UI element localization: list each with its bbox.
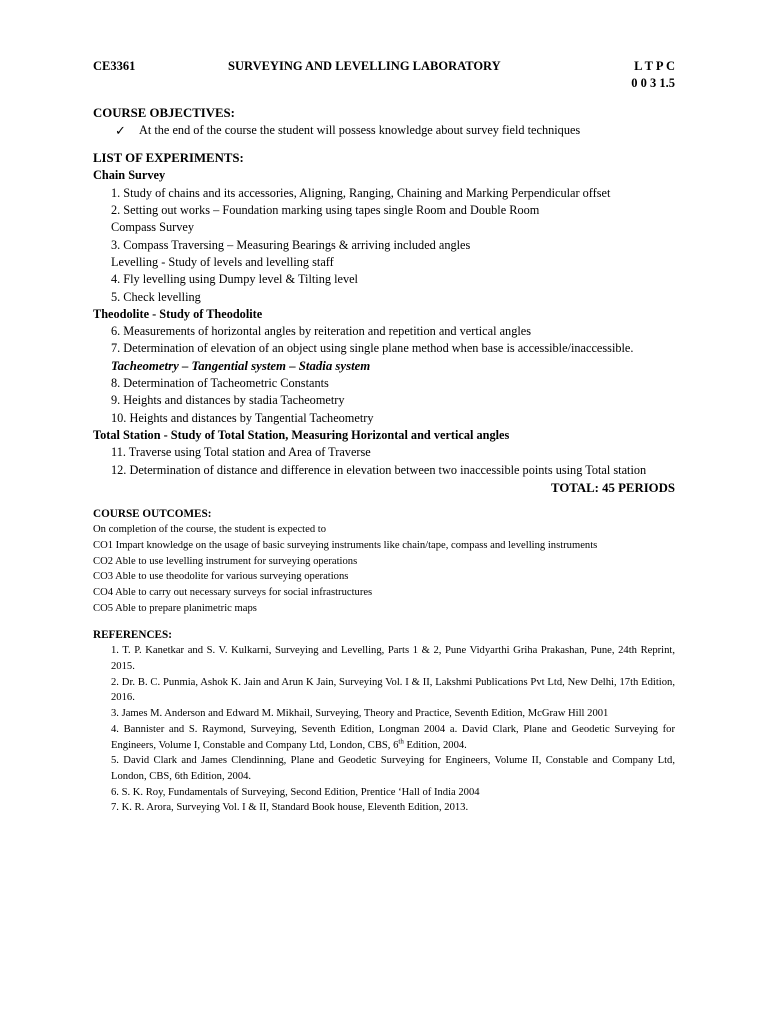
experiment-6: 6. Measurements of horizontal angles by reiteration and repetition and vertical angles <box>111 324 531 339</box>
objective-text: At the end of the course the student will possess knowledge about survey field techniques <box>139 122 581 137</box>
outcome-co2: CO2 Able to use levelling instrument for surveying operations <box>93 555 358 567</box>
references-heading: REFERENCES: <box>93 629 172 642</box>
objective-item <box>93 122 675 139</box>
experiment-8: 8. Determination of Tacheometric Constants <box>111 376 329 391</box>
outcome-co4: CO4 Able to carry out necessary surveys for social infrastructures <box>93 586 373 598</box>
reference-2: 2. Dr. B. C. Punmia, Ashok K. Jain and Arun K Jain, Surveying Vol. I & II, Lakshmi Publications Pvt Ltd, New Delhi, 17th Edition, 2016. <box>111 676 675 704</box>
reference-6: 6. S. K. Roy, Fundamentals of Surveying, Second Edition, Prentice ‘Hall of India 2004 <box>111 786 480 798</box>
reference-1: 1. T. P. Kanetkar and S. V. Kulkarni, Surveying and Levelling, Parts 1 & 2, Pune Vidyarthi Griha Prakashan, Pune, 24th Reprint, 2015. <box>111 645 675 673</box>
chain-survey-heading: Chain Survey <box>93 168 166 183</box>
experiment-12: 12. Determination of distance and difference in elevation between two inaccessible points using Total station <box>111 462 647 477</box>
outcomes-heading: COURSE OUTCOMES: <box>93 508 212 521</box>
experiment-2: 2. Setting out works – Foundation marking using tapes single Room and Double Room <box>111 203 540 218</box>
compass-survey-heading: Compass Survey <box>111 220 195 235</box>
outcome-co1: CO1 Impart knowledge on the usage of basic surveying instruments like chain/tape, compass and levelling instruments <box>93 539 598 551</box>
experiment-3: 3. Compass Traversing – Measuring Bearings & arriving included angles <box>111 237 471 252</box>
ltpc-label: L T P C <box>634 59 675 73</box>
ltpc-values: 0 0 3 1.5 <box>631 76 675 91</box>
reference-7: 7. K. R. Arora, Surveying Vol. I & II, Standard Book house, Eleventh Edition, 2013. <box>111 802 469 814</box>
reference-5: 5. David Clark and James Clendinning, Plane and Geodetic Surveying for Engineers, Volume II, Constable and Company Ltd, London, CBS, 6th Edition, 2004. <box>111 755 675 782</box>
reference-4 <box>93 722 675 753</box>
experiment-4: 4. Fly levelling using Dumpy level & Tilting level <box>111 272 358 287</box>
objectives-heading: COURSE OBJECTIVES: <box>93 105 235 120</box>
experiment-10: 10. Heights and distances by Tangential Tacheometry <box>111 410 374 425</box>
theodolite-heading: Theodolite - Study of Theodolite <box>93 306 263 321</box>
total-station-heading: Total Station - Study of Total Station, Measuring Horizontal and vertical angles <box>93 427 510 442</box>
reference-4-tail: Edition, 2004. <box>403 739 467 751</box>
checkmark-icon: ✓ <box>115 122 126 138</box>
outcome-co3: CO3 Able to use theodolite for various surveying operations <box>93 571 349 583</box>
course-header <box>93 58 675 75</box>
tacheometry-heading: Tacheometry – Tangential system – Stadia system <box>111 358 371 373</box>
levelling-heading: Levelling - Study of levels and levelling staff <box>111 254 334 269</box>
experiment-1: 1. Study of chains and its accessories, Aligning, Ranging, Chaining and Marking Perpendicular offset <box>111 185 611 200</box>
outcomes-intro: On completion of the course, the student is expected to <box>93 524 327 536</box>
reference-4-text: 4. Bannister and S. Raymond, Surveying, Seventh Edition, Longman 2004 a. David Clark, Plane and Geodetic Surveying for Engineers, Volume I, Constable and Company Ltd, London, CBS, 6 <box>111 723 675 751</box>
outcomes-section <box>93 507 675 816</box>
experiment-5: 5. Check levelling <box>111 289 201 304</box>
experiment-7: 7. Determination of elevation of an object using single plane method when base is accessible/inaccessible. <box>111 341 634 356</box>
experiments-heading: LIST OF EXPERIMENTS: <box>93 151 244 166</box>
outcome-co5: CO5 Able to prepare planimetric maps <box>93 602 257 614</box>
course-title: SURVEYING AND LEVELLING LABORATORY <box>228 59 501 73</box>
page-content <box>93 58 675 816</box>
course-code: CE3361 <box>93 59 136 73</box>
reference-3: 3. James M. Anderson and Edward M. Mikhail, Surveying, Theory and Practice, Seventh Edition, McGraw Hill 2001 <box>111 708 609 720</box>
experiment-11: 11. Traverse using Total station and Area of Traverse <box>111 445 371 460</box>
experiment-9: 9. Heights and distances by stadia Tacheometry <box>111 393 345 408</box>
reference-4-superscript: th <box>398 737 404 746</box>
total-periods: TOTAL: 45 PERIODS <box>551 480 675 495</box>
